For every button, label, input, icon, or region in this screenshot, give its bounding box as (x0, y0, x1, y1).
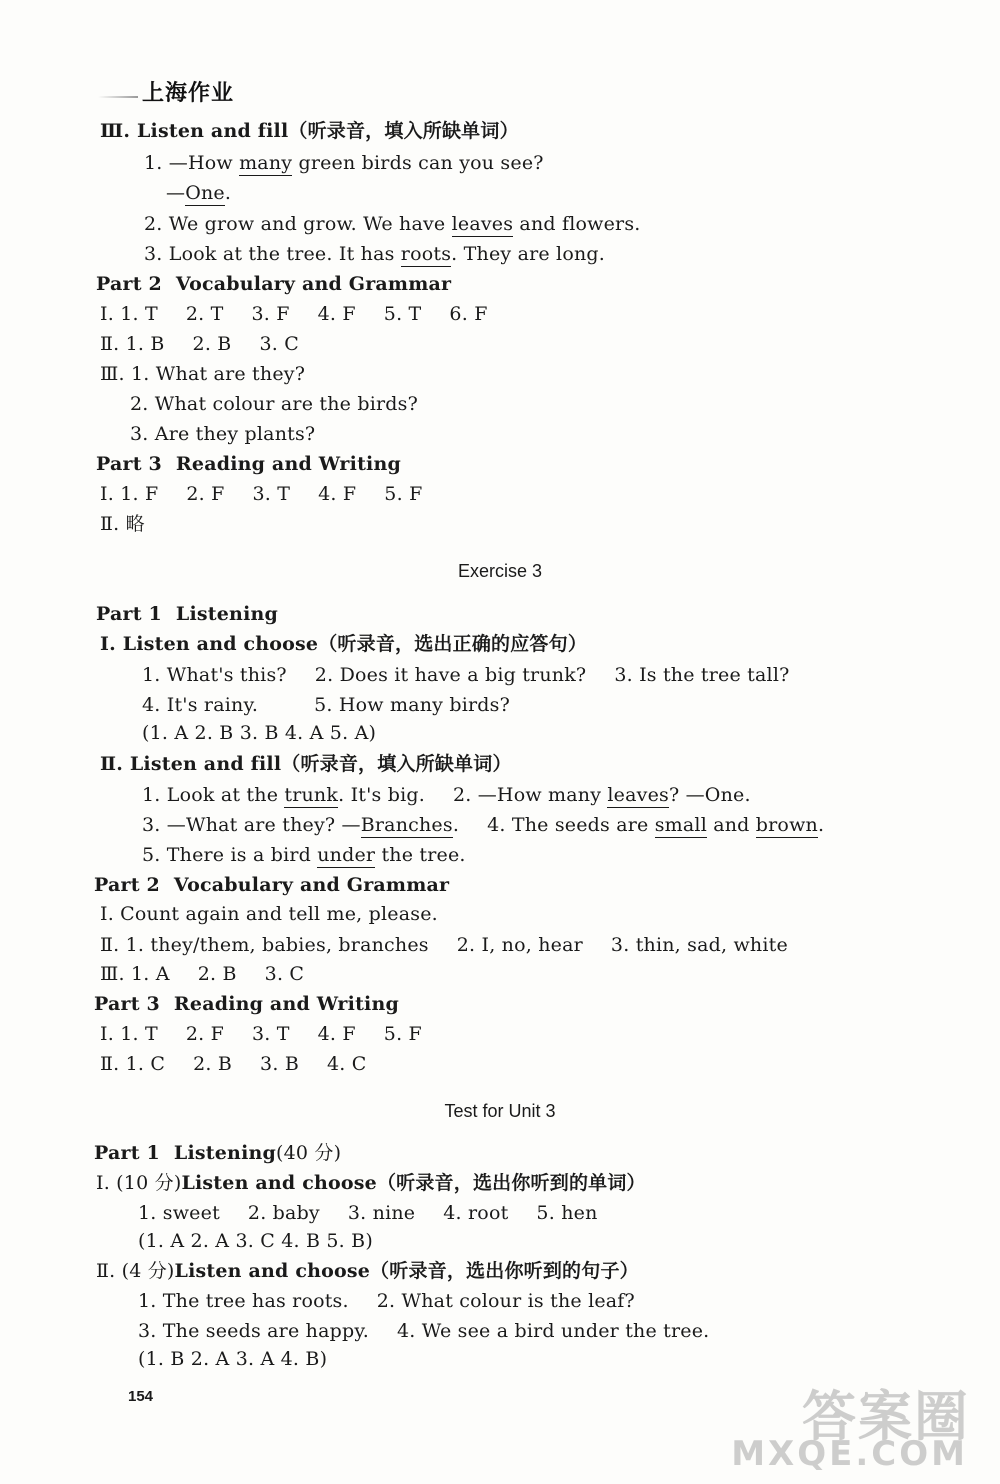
answer-row: Ⅲ. 1. A 2. B 3. C (100, 963, 305, 985)
answer-line: 1. The tree has roots. 2. What colour is the leaf? (138, 1290, 635, 1312)
answer-row: Ⅱ. 1. B 2. B 3. C (100, 333, 299, 355)
answer-row: Ⅱ. 1. they/them, babies, branches 2. I, no, hear 3. thin, sad, white (100, 934, 788, 956)
filled-answer: Branches (360, 814, 453, 836)
filled-answer: leaves (451, 213, 514, 235)
logo-decoration (98, 96, 138, 98)
watermark-url: MXQE.COM (731, 1434, 968, 1474)
answer-line: 1. sweet 2. baby 3. nine 4. root 5. hen (138, 1202, 598, 1224)
filled-answer: leaves (607, 784, 669, 806)
filled-answer: One (185, 182, 225, 204)
filled-answer: many (239, 152, 293, 174)
answer-line: (1. A 2. A 3. C 4. B 5. B) (138, 1230, 373, 1252)
answer-row: Ⅰ. Count again and tell me, please. (100, 903, 438, 925)
section-heading: Ⅱ. Listen and fill（听录音，填入所缺单词） (100, 753, 512, 775)
answer-line: 1. What's this? 2. Does it have a big trunk? 3. Is the tree tall? (142, 664, 790, 686)
section-heading: Ⅰ. (10 分)Listen and choose（听录音，选出你听到的单词） (96, 1172, 646, 1194)
part-heading: Part 1 Listening(40 分) (94, 1142, 342, 1164)
answer-line: 1. —How many green birds can you see? (144, 152, 544, 174)
section-heading: Ⅱ. (4 分)Listen and choose（听录音，选出你听到的句子） (96, 1260, 639, 1282)
filled-answer: under (317, 844, 376, 866)
filled-answer: brown (755, 814, 818, 836)
answer-row: Ⅲ. 1. What are they? (100, 363, 306, 385)
part-heading: Part 2 Vocabulary and Grammar (96, 273, 452, 295)
part-heading: Part 2 Vocabulary and Grammar (94, 874, 450, 896)
test-title: Test for Unit 3 (444, 1101, 556, 1121)
watermark-text: 答案圈 (802, 1385, 970, 1448)
answer-line: 2. What colour are the birds? (130, 393, 418, 415)
exercise-title: Exercise 3 (457, 561, 543, 581)
filled-answer: roots (400, 243, 452, 265)
answer-line: 2. We grow and grow. We have leaves and flowers. (144, 213, 641, 235)
section-heading: Ⅰ. Listen and choose（听录音，选出正确的应答句） (100, 633, 588, 655)
answer-row: Ⅰ. 1. T 2. T 3. F 4. F 5. T 6. F (100, 303, 488, 325)
answer-line: 3. The seeds are happy. 4. We see a bird under the tree. (138, 1320, 710, 1342)
page-number: 154 (128, 1388, 154, 1405)
part-heading: Part 3 Reading and Writing (94, 993, 399, 1015)
answer-line: 3. Are they plants? (130, 423, 316, 445)
filled-answer: trunk (284, 784, 339, 806)
book-logo: 上海作业 (142, 81, 235, 106)
answer-line: 3. Look at the tree. It has roots. They are long. (144, 243, 606, 265)
watermark (732, 1374, 982, 1478)
answer-line: 3. —What are they? —Branches. 4. The seeds are small and brown. (142, 814, 825, 836)
answer-line: 4. It's rainy. 5. How many birds? (142, 694, 510, 716)
answer-line: 1. Look at the trunk. It's big. 2. —How many leaves? —One. (142, 784, 751, 806)
part-heading: Part 1 Listening (96, 603, 278, 625)
section-heading: Ⅲ. Listen and fill（听录音，填入所缺单词） (100, 120, 519, 142)
answer-line: (1. A 2. B 3. B 4. A 5. A) (142, 722, 377, 744)
answer-row: Ⅰ. 1. F 2. F 3. T 4. F 5. F (100, 483, 423, 505)
answer-line: (1. B 2. A 3. A 4. B) (138, 1348, 328, 1370)
answer-row: Ⅱ. 略 (100, 513, 145, 535)
answer-line: 5. There is a bird under the tree. (142, 844, 466, 866)
filled-answer: small (654, 814, 707, 836)
part-heading: Part 3 Reading and Writing (96, 453, 401, 475)
answer-row: Ⅱ. 1. C 2. B 3. B 4. C (100, 1053, 367, 1075)
answer-row: Ⅰ. 1. T 2. F 3. T 4. F 5. F (100, 1023, 422, 1045)
answer-line: —One. (166, 182, 232, 204)
